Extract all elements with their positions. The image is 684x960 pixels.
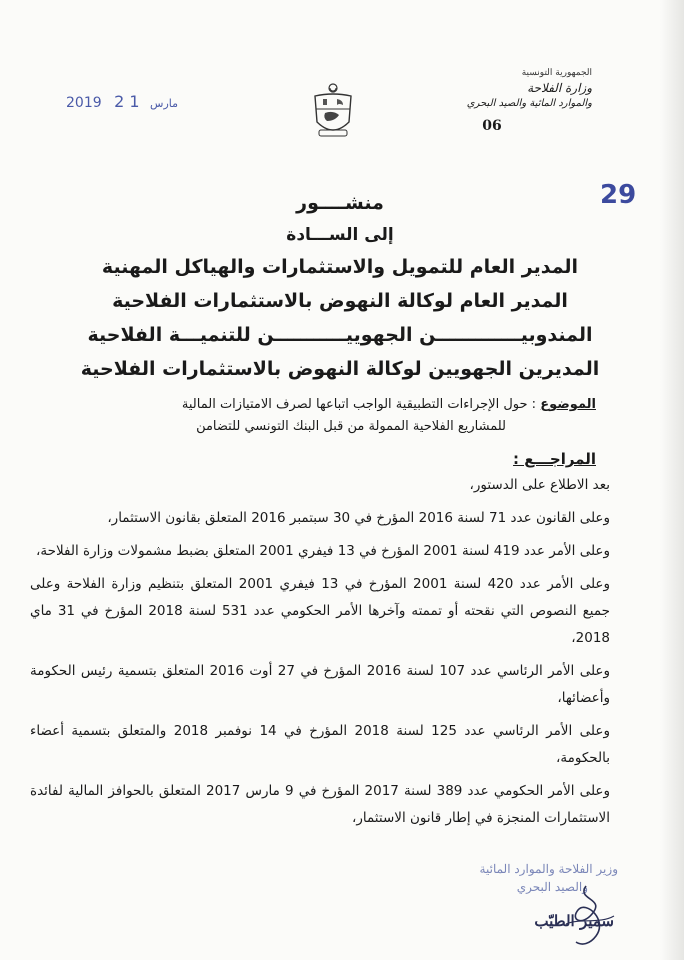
signatory-title-line2: والصيد البحري: [516, 880, 588, 894]
date-month: مارس: [150, 97, 178, 110]
reference-item: وعلى الأمر الحكومي عدد 389 لسنة 2017 المؤرخ في 9 مارس 2017 المتعلق بالحوافز المالية لفائدة الاستثمارات المنجزة في إطار قانون الاستثمار،: [30, 783, 610, 826]
date-year: 2019: [66, 95, 102, 111]
reference-item: وعلى الأمر عدد 420 لسنة 2001 المؤرخ في 13 فيفري 2001 المتعلق بتنظيم وزارة الفلاحة وعلى جميع النصوص التي نقحته أو تممته وآخرها الأمر الحكومي عدد 531 لسنة 2018 المؤرخ في 31 ماي 2018،: [30, 576, 610, 646]
references-list: [30, 472, 610, 838]
date-stamp: [66, 92, 178, 111]
ministry-header: [422, 68, 592, 134]
title-block: [80, 186, 600, 386]
subject-line2: للمشاريع الفلاحية الممولة من قبل البنك التونسي للتضامن: [196, 419, 506, 434]
recipient-line: المديرين الجهويين لوكالة النهوض بالاستثمارات الفلاحية: [80, 358, 600, 380]
signatory-name: سمير الطيّب: [534, 912, 614, 930]
page-edge-shadow: [660, 0, 684, 960]
subject-label: الموضوع: [540, 397, 596, 412]
reference-item: وعلى الأمر الرئاسي عدد 107 لسنة 2016 المؤرخ في 27 أوت 2016 المتعلق بتسمية رئيس الحكومة وأعضائها،: [30, 663, 610, 706]
circular-number: 29: [600, 180, 637, 210]
references-heading: المراجـــع :: [513, 450, 596, 468]
subject-line1: : حول الإجراءات التطبيقية الواجب اتباعها لصرف الامتيازات المالية: [181, 397, 537, 412]
republic-label: الجمهورية التونسية: [521, 68, 592, 78]
ministry-name-line1: وزارة الفلاحة: [527, 81, 592, 95]
reference-item: وعلى الأمر عدد 419 لسنة 2001 المؤرخ في 13 فيفري 2001 المتعلق بضبط مشمولات وزارة الفلاحة،: [36, 543, 610, 559]
circular-title: منشــــور: [296, 192, 384, 214]
reference-item: وعلى القانون عدد 71 لسنة 2016 المؤرخ في 30 سبتمبر 2016 المتعلق بقانون الاستثمار،: [107, 510, 610, 526]
date-day: 1 2: [114, 92, 140, 111]
ministry-name-line2: والموارد المائية والصيد البحري: [466, 98, 592, 109]
document-code: 06: [482, 118, 502, 134]
reference-item: بعد الاطلاع على الدستور،: [469, 477, 610, 493]
tunisia-emblem-icon: [309, 82, 357, 144]
addressee-title: إلى الســـادة: [286, 225, 394, 245]
recipient-line: المدير العام لوكالة النهوض بالاستثمارات الفلاحية: [112, 290, 568, 312]
recipient-line: المدير العام للتمويل والاستثمارات والهياكل المهنية: [101, 256, 579, 278]
recipient-line: المندوبيـــــــــــــن الجهوييـــــــــــن للتنميـــة الفلاحية: [87, 324, 593, 346]
reference-item: وعلى الأمر الرئاسي عدد 125 لسنة 2018 المؤرخ في 14 نوفمبر 2018 والمتعلق بتسمية أعضاء بالحكومة،: [30, 723, 610, 766]
signatory-title-line1: وزير الفلاحة والموارد المائية: [479, 862, 618, 876]
subject-block: [76, 394, 596, 438]
handwritten-signature-icon: [556, 880, 626, 950]
